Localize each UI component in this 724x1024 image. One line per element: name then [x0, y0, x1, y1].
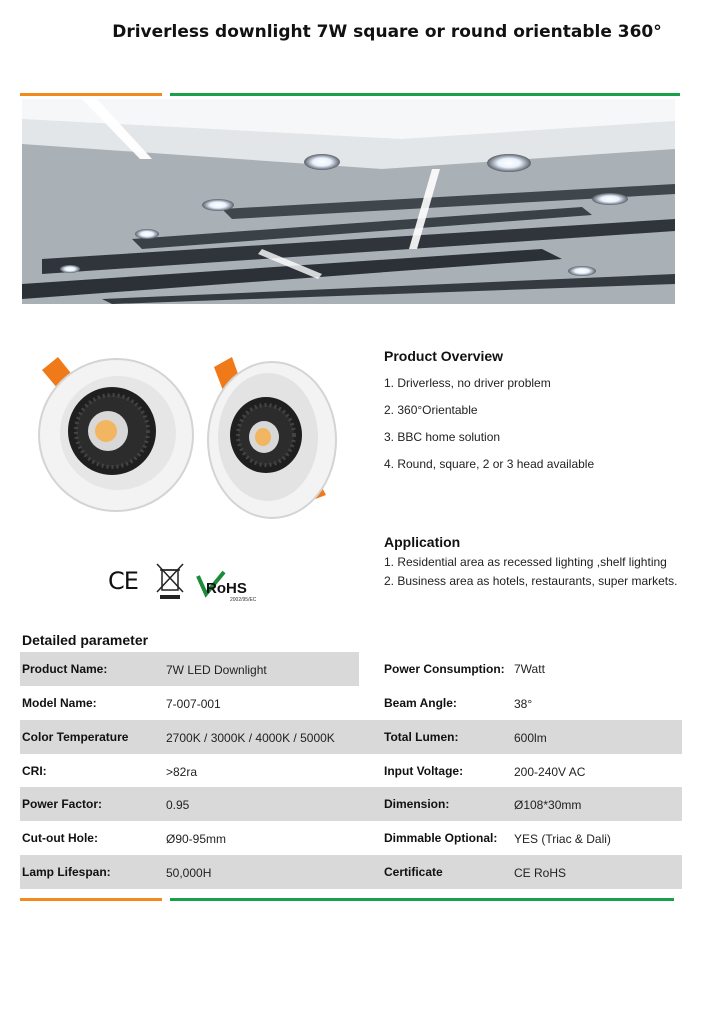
application-heading: Application — [384, 534, 461, 550]
param-label: Certificate — [384, 865, 443, 879]
page-title: Driverless downlight 7W square or round orientable 360° — [112, 22, 662, 42]
param-label: Input Voltage: — [384, 764, 464, 778]
rohs-logo — [190, 570, 260, 604]
param-value: 7W LED Downlight — [166, 663, 267, 677]
param-label: Power Consumption: — [384, 662, 505, 676]
param-label: Color Temperature — [22, 730, 129, 744]
bottom-divider — [20, 898, 674, 901]
param-label: CRI: — [22, 764, 47, 778]
param-label: Total Lumen: — [384, 730, 459, 744]
param-label: Product Name: — [22, 662, 108, 676]
param-label: Cut-out Hole: — [22, 831, 98, 845]
param-value: 200-240V AC — [514, 765, 586, 779]
application-item: 1. Residential area as recessed lighting ,shelf lighting — [384, 555, 667, 569]
round-downlight-tilted-view — [204, 345, 344, 525]
param-label: Dimension: — [384, 797, 450, 811]
param-value: 0.95 — [166, 798, 190, 812]
overview-item: 1. Driverless, no driver problem — [384, 376, 551, 390]
weee-crossed-bin-icon — [155, 562, 185, 602]
row-shade — [20, 855, 682, 889]
ceiling-installation-photo — [22, 99, 675, 304]
param-value: 7-007-001 — [166, 697, 221, 711]
param-value: 600lm — [514, 731, 547, 745]
param-value: 2700K / 3000K / 4000K / 5000K — [166, 731, 335, 745]
rohs-subtext: 2002/95/EC — [230, 597, 257, 603]
param-value: Ø90-95mm — [166, 832, 227, 846]
overview-item: 4. Round, square, 2 or 3 head available — [384, 457, 595, 471]
param-value: Ø108*30mm — [514, 798, 582, 812]
param-label: Model Name: — [22, 696, 97, 710]
param-label: Beam Angle: — [384, 696, 457, 710]
ce-logo: CE — [108, 567, 138, 595]
round-downlight-front-view — [36, 345, 196, 520]
application-item: 2. Business area as hotels, restaurants, super markets. — [384, 574, 678, 588]
rohs-text: RoHS — [206, 580, 247, 597]
param-value: 38° — [514, 697, 533, 711]
overview-item: 3. BBC home solution — [384, 430, 501, 444]
param-value: >82ra — [166, 765, 198, 779]
param-label: Power Factor: — [22, 797, 103, 811]
top-divider — [20, 93, 680, 96]
param-value: YES (Triac & Dali) — [514, 832, 611, 846]
parameter-heading: Detailed parameter — [22, 632, 149, 648]
overview-heading: Product Overview — [384, 348, 504, 364]
overview-item: 2. 360°Orientable — [384, 403, 478, 417]
param-value: CE RoHS — [514, 866, 567, 880]
row-shade — [20, 787, 682, 821]
param-label: Lamp Lifespan: — [22, 865, 111, 879]
param-label: Dimmable Optional: — [384, 831, 498, 845]
param-value: 7Watt — [514, 662, 545, 676]
param-value: 50,000H — [166, 866, 212, 880]
